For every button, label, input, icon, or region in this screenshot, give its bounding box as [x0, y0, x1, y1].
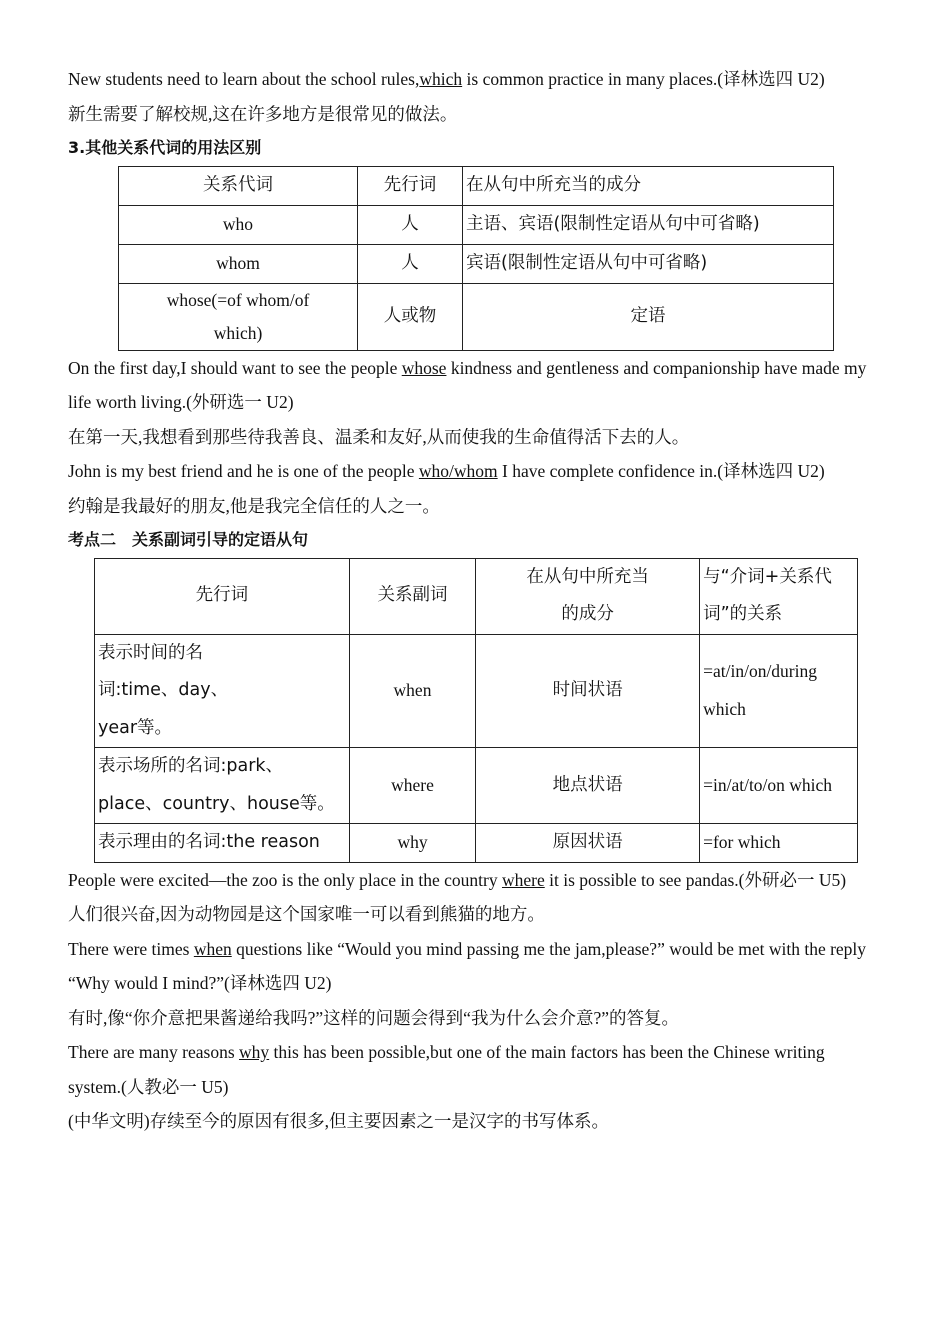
- table-cell: =in/at/to/on which: [700, 748, 858, 824]
- sentence-text: is common practice in many places.: [462, 69, 718, 89]
- sentence-text: I have complete confidence in.: [497, 461, 718, 481]
- table-cell: 主语、宾语(限制性定语从句中可省略): [463, 205, 834, 244]
- table-header-cell: 关系副词: [349, 558, 475, 634]
- section-title: 3.其他关系代词的用法区别: [68, 138, 262, 157]
- source-ref: (外研必一 U5): [738, 869, 847, 890]
- example-sentence-zh: 人们很兴奋,因为动物园是这个国家唯一可以看到熊猫的地方。: [68, 904, 545, 924]
- table-header-cell: 关系代词: [119, 166, 358, 205]
- source-ref: (译林选四 U2): [224, 973, 332, 993]
- section-title: 考点二 关系副词引导的定语从句: [68, 530, 309, 549]
- example-sentence-en: [68, 1035, 874, 1104]
- table-cell: 宾语(限制性定语从句中可省略): [463, 244, 834, 283]
- example-sentence-en: [68, 932, 874, 1001]
- key-word: where: [501, 869, 545, 890]
- table-cell: =for which: [700, 824, 858, 863]
- key-word: who/whom: [418, 461, 498, 481]
- source-ref: (译林选四 U2): [717, 461, 825, 481]
- table-row: [119, 205, 834, 244]
- source-ref: (人教必一 U5): [121, 1076, 229, 1097]
- example-sentence-en: [68, 863, 874, 898]
- table-cell: where: [349, 748, 475, 824]
- example-sentence-zh: 约翰是我最好的朋友,他是我完全信任的人之一。: [68, 495, 440, 516]
- table-cell: whom: [119, 244, 358, 283]
- table-header-cell: 先行词: [95, 558, 350, 634]
- table-header-row: [95, 558, 858, 634]
- table-row: [95, 634, 858, 748]
- table-cell: 原因状语: [476, 824, 700, 863]
- relative-pronoun-table: [118, 166, 834, 351]
- relative-adverb-table: [94, 558, 858, 863]
- example-sentence-zh: 新生需要了解校规,这在许多地方是很常见的做法。: [68, 103, 458, 124]
- sentence-text: John is my best friend and he is one of the people: [68, 461, 419, 481]
- table-cell: 表示场所的名词:park、place、country、house等。: [95, 748, 350, 824]
- table-header-cell: 先行词: [358, 166, 463, 205]
- sentence-text: New students need to learn about the school rules,: [68, 69, 420, 89]
- table-cell: =at/in/on/during which: [700, 634, 858, 748]
- example-sentence-en: [68, 454, 874, 489]
- table-cell: 表示理由的名词:the reason: [95, 824, 350, 863]
- table-cell: 人: [358, 205, 463, 244]
- sentence-text: There were times: [68, 938, 194, 959]
- sentence-text: it is possible to see pandas.: [544, 869, 739, 890]
- table-cell: 表示时间的名词:time、day、year等。: [95, 634, 350, 748]
- sentence-text: kindness and gentleness and companionship have made my life worth living.: [68, 357, 867, 412]
- table-header-cell: 在从句中所充当的成分: [476, 558, 700, 634]
- sentence-text: On the first day,I should want to see the people: [68, 357, 402, 378]
- table-row: [95, 824, 858, 863]
- key-word: whose: [401, 357, 447, 378]
- source-ref: (外研选一 U2): [186, 392, 294, 412]
- sentence-text: this has been possible,but one of the main factors has been the Chinese writing system.: [68, 1042, 825, 1097]
- table-header-cell: 在从句中所充当的成分: [463, 166, 834, 205]
- sentence-text: There are many reasons: [68, 1042, 240, 1062]
- key-word: which: [419, 69, 463, 89]
- example-sentence-en: [68, 351, 874, 420]
- table-row: [119, 244, 834, 283]
- example-sentence-zh: (中华文明)存续至今的原因有很多,但主要因素之一是汉字的书写体系。: [68, 1111, 610, 1131]
- table-cell: 人: [358, 244, 463, 283]
- sentence-text: People were excited—the zoo is the only place in the country: [68, 869, 502, 890]
- example-sentence-en: [68, 62, 874, 97]
- table-cell: 定语: [463, 283, 834, 350]
- table-cell: 时间状语: [476, 634, 700, 748]
- table-row: [95, 748, 858, 824]
- table-header-cell: 与“介词+关系代词”的关系: [700, 558, 858, 634]
- table-cell: 人或物: [358, 283, 463, 350]
- example-sentence-zh: 在第一天,我想看到那些待我善良、温柔和友好,从而使我的生命值得活下去的人。: [68, 426, 690, 447]
- table-cell: whose(=of whom/of which): [119, 283, 358, 350]
- source-ref: (译林选四 U2): [717, 69, 825, 89]
- key-word: when: [193, 938, 232, 959]
- document-page: [68, 62, 874, 1139]
- table-row: [119, 283, 834, 350]
- sentence-text: questions like “Would you mind passing me the jam,please?” would be met with the reply “Why would I mind?”: [68, 938, 867, 993]
- table-cell: 地点状语: [476, 748, 700, 824]
- table-cell: when: [349, 634, 475, 748]
- example-sentence-zh: 有时,像“你介意把果酱递给我吗?”这样的问题会得到“我为什么会介意?”的答复。: [68, 1007, 679, 1028]
- key-word: why: [239, 1042, 270, 1062]
- table-cell: who: [119, 205, 358, 244]
- table-cell: why: [349, 824, 475, 863]
- table-header-row: [119, 166, 834, 205]
